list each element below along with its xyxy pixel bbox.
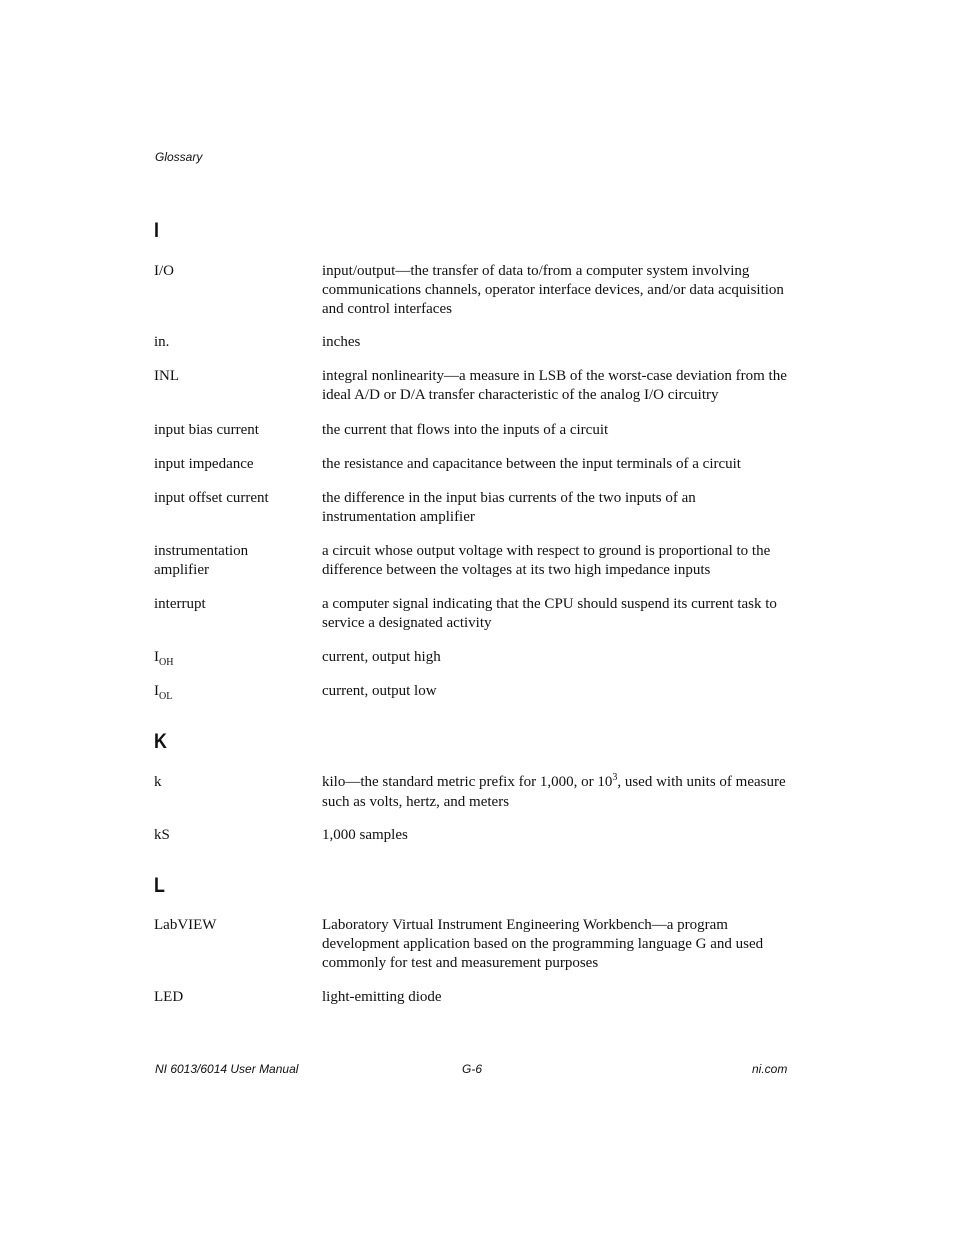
term-ioh <box>154 648 304 668</box>
term-input-offset-current: input offset current <box>154 490 269 506</box>
definition-inl: integral nonlinearity—a measure in LSB of the worst-case deviation from the ideal A/D or D/A transfer characteristic of the analog I/O circuitry <box>322 368 787 403</box>
term-iol <box>154 682 304 702</box>
section-heading-k: K <box>154 730 167 753</box>
term-io: I/O <box>154 263 174 279</box>
term-labview: LabVIEW <box>154 917 217 933</box>
definition-interrupt: a computer signal indicating that the CPU should suspend its current task to service a designated activity <box>322 596 777 631</box>
definition-ks: 1,000 samples <box>322 827 408 843</box>
definition-input-impedance: the resistance and capacitance between the input terminals of a circuit <box>322 456 741 472</box>
term-k: k <box>154 774 162 790</box>
definition-labview: Laboratory Virtual Instrument Engineering Workbench—a program development application based on the programming language G and used commonly for test and measurement purposes <box>322 917 764 971</box>
definition-in: inches <box>322 334 361 350</box>
definition-instrumentation-amplifier: a circuit whose output voltage with respect to ground is proportional to the difference between the voltages at its two high impedance inputs <box>322 543 771 578</box>
definition-led: light-emitting diode <box>322 989 442 1005</box>
definition-input-offset-current: the difference in the input bias currents of the two inputs of an instrumentation amplifier <box>322 490 696 525</box>
term-ioh-base: I <box>154 649 159 665</box>
term-inl: INL <box>154 368 179 384</box>
section-heading-i: I <box>154 219 159 242</box>
term-instrumentation-amplifier: instrumentation amplifier <box>154 543 249 578</box>
term-ioh-subscript: OH <box>159 657 174 668</box>
running-header: Glossary <box>155 150 203 164</box>
term-interrupt: interrupt <box>154 596 206 612</box>
term-ks: kS <box>154 827 170 843</box>
definition-k-superscript: 3 <box>612 772 618 783</box>
term-input-impedance: input impedance <box>154 456 254 472</box>
definition-input-bias-current: the current that flows into the inputs of a circuit <box>322 422 609 438</box>
definition-ioh: current, output high <box>322 649 441 665</box>
term-led: LED <box>154 989 184 1005</box>
term-iol-base: I <box>154 683 159 699</box>
footer-manual-title: NI 6013/6014 User Manual <box>155 1062 299 1076</box>
definition-k <box>322 773 792 812</box>
definition-k-text-end: , used with units of measure such as volts, hertz, and meters <box>322 774 786 810</box>
footer-website: ni.com <box>752 1062 788 1076</box>
term-iol-subscript: OL <box>159 691 173 702</box>
section-heading-l: L <box>154 874 165 897</box>
footer-page-number: G-6 <box>462 1062 483 1076</box>
definition-iol: current, output low <box>322 683 437 699</box>
term-in: in. <box>154 334 170 350</box>
definition-io: input/output—the transfer of data to/from a computer system involving communications channels, operator interface devices, and/or data acquisition and control interfaces <box>322 263 784 317</box>
term-input-bias-current: input bias current <box>154 422 259 438</box>
definition-k-text: kilo—the standard metric prefix for 1,000, or 10 <box>322 774 613 790</box>
